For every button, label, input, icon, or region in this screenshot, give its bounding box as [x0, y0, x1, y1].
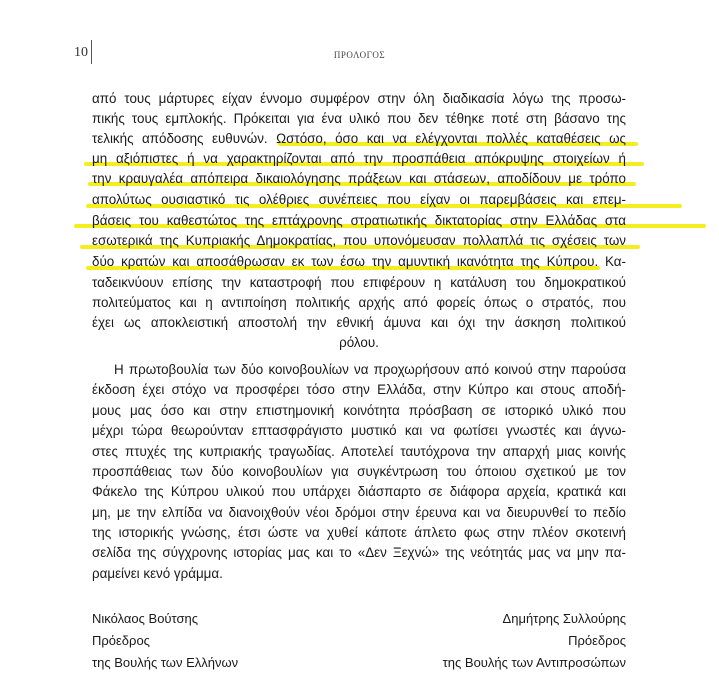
- paragraph-line: Φάκελο της Κύπρου υλικού που υπάρχει διάσπαρτο σε διάφορα αρχεία, κρατικά και: [92, 484, 626, 499]
- paragraph-line: ραμείνει κενό γράμμα.: [92, 566, 223, 581]
- paragraph-line: έκδοση έχει στόχο να προσφέρει τόσο στην Ελλάδα, στην Κύπρο και στους αποδή-: [92, 382, 626, 397]
- paragraph-line: στες πτυχές της κυπριακής τραγωδίας. Αποτελεί ταυτόχρονα την απαρχή μιας κοινής: [92, 444, 626, 459]
- paragraph-line: την κραυγαλέα απόπειρα δικαιολόγησης πράξεων και στάσεων, αποδίδουν με τρόπο: [92, 171, 626, 186]
- paragraph-line: πολιτεύματος και η αντιποίηση πολιτικής αρχής από φορείς όπως ο στρατός, που: [92, 295, 626, 310]
- paragraph-line: της ιστορικής γνώσης, έτσι ώστε να χυθεί κάποτε άπλετο φως στην πλέον σκοτεινή: [92, 525, 626, 540]
- paragraph-line: μη, με την ελπίδα να διανοιχθούν νέοι δρόμοι στην έρευνα και να διευρυνθεί το πεδίο: [92, 505, 626, 520]
- paragraph-line: Η πρωτοβουλία των δύο κοινοβουλίων να προχωρήσουν από κοινού στην παρούσα: [114, 362, 626, 377]
- signatory-institution: της Βουλής των Ελλήνων: [92, 655, 239, 670]
- paragraph-line: πικής τους εμπλοκής. Πρόκειται για ένα υλικό που δεν τέθηκε ποτέ στη βάσανο της: [92, 111, 626, 126]
- paragraph-line: ρόλου.: [339, 335, 379, 350]
- signatory-name: Δημήτρης Συλλούρης: [502, 611, 626, 626]
- signatory-title: Πρόεδρος: [568, 633, 626, 648]
- signatory-name: Νικόλαος Βούτσης: [92, 611, 199, 626]
- signatory-institution: της Βουλής των Αντιπροσώπων: [442, 655, 626, 670]
- signature-right: [443, 608, 626, 674]
- paragraph-line: δύο κρατών και αποσάθρωσαν εκ των έσω την αμυντική ικανότητα της Κύπρου. Κα-: [92, 254, 626, 269]
- paragraph-line: μέχρι τώρα θεωρούνταν επτασφράγιστο μυστικό και να φωτίσει γνωστές και άγνω-: [92, 423, 626, 438]
- paragraph-line: βάσεις του καθεστώτος της επτάχρονης στρατιωτικής δικτατορίας στην Ελλάδας στα: [92, 213, 626, 228]
- paragraph-line: σελίδα της σύγχρονης ιστορίας μας και το «Δεν Ξεχνώ» της νεότητάς μας να μην πα-: [92, 545, 626, 560]
- paragraph-line: ταδεικνύουν επίσης την καταστροφή που επιφέρουν η κατάλυση του δημοκρατικού: [92, 275, 626, 290]
- paragraph-line: μους μας όσο και στην επιστημονική κοινότητα πρόσβαση σε ιστορικό υλικό που: [92, 403, 626, 418]
- paragraph-line: απολύτως ουσιαστικό τις ολέθριες συνέπειες που είχαν οι παρεμβάσεις και επεμ-: [92, 192, 626, 207]
- paragraph-line: από τους μάρτυρες είχαν έννομο συμφέρον στην όλη διαδικασία λόγω της προσω-: [92, 91, 626, 106]
- paragraph-line: προσπάθειας των δύο κοινοβουλίων για συγκέντρωση του όποιου σχετικού με τον: [92, 464, 626, 479]
- page-number: 10: [74, 45, 88, 60]
- paragraph-line: τελικής απόδοσης ευθυνών. Ωστόσο, όσο και να ελέγχονται πολλές καταθέσεις ως: [92, 131, 626, 146]
- signature-left: [92, 608, 238, 674]
- paragraph-line: εσωτερικά της Κυπριακής Δημοκρατίας, που υπονόμευσαν πολλαπλά τις σχέσεις των: [92, 233, 626, 248]
- running-head: ΠΡΟΛΟΓΟΣ: [333, 50, 386, 60]
- paragraph-line: έχει ως αποκλειστική αποστολή την εθνική άμυνα και όχι την άσκηση πολιτικού: [92, 315, 626, 330]
- signatory-title: Πρόεδρος: [92, 633, 150, 648]
- paragraph-line: μη αξιόπιστες ή να χαρακτηρίζονται από την προσπάθεια απόκρυψης στοιχείων ή: [92, 151, 626, 166]
